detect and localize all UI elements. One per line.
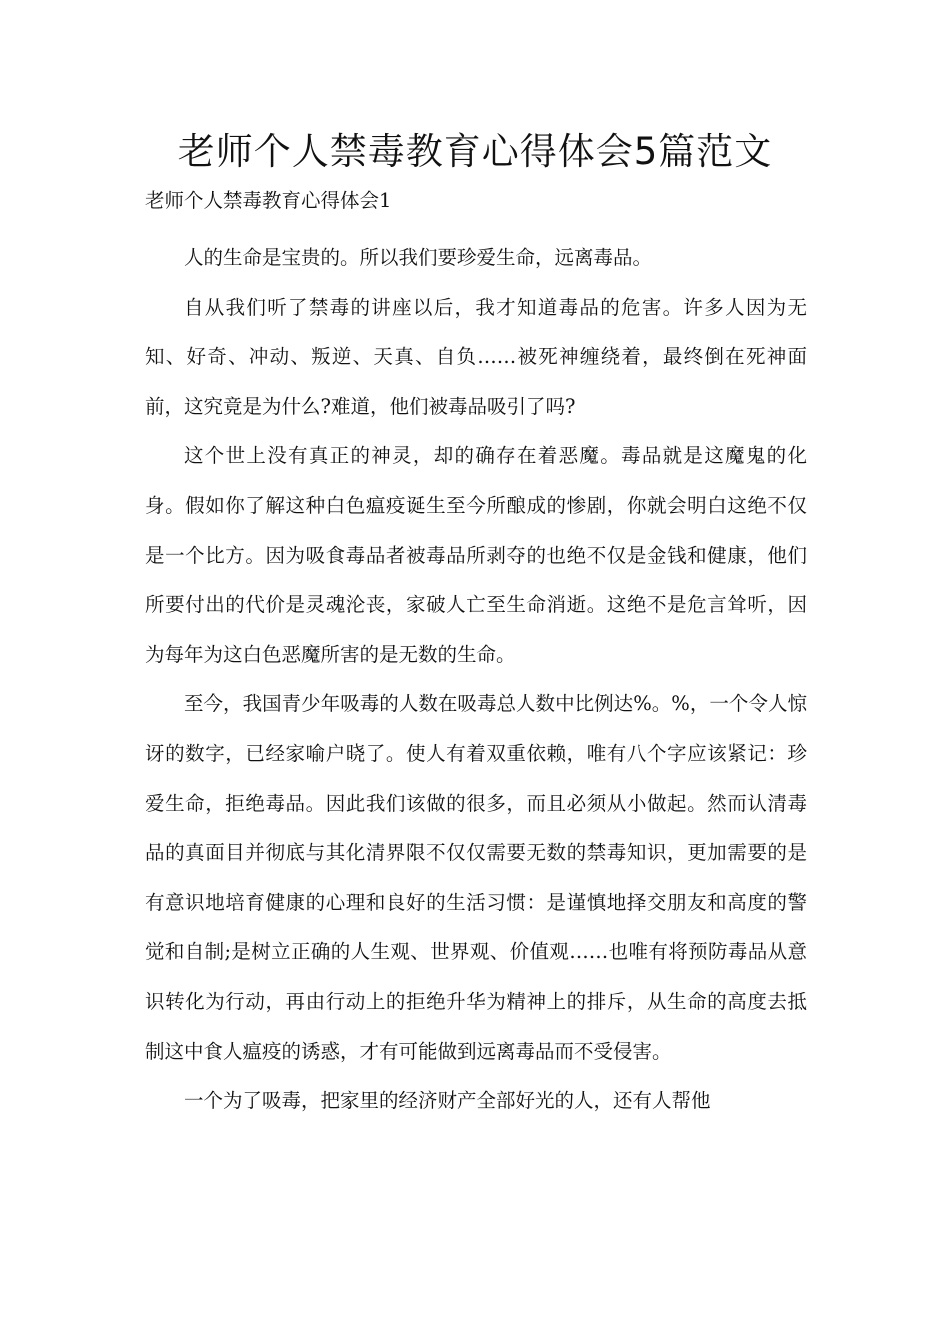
paragraph: 人的生命是宝贵的。所以我们要珍爱生命，远离毒品。 xyxy=(184,246,653,269)
paragraph: 自从我们听了禁毒的讲座以后，我才知道毒品的危害。许多人因为无知、好奇、冲动、叛逆、天真、自负……被死神缠绕着，最终倒在死神面前，这究竟是为什么?难道，他们被毒品吸引了吗? xyxy=(145,295,807,418)
document-body xyxy=(145,233,807,1126)
paragraph: 至今，我国青少年吸毒的人数在吸毒总人数中比例达%。%，一个令人惊讶的数字，已经家喻户晓了。使人有着双重依赖，唯有八个字应该紧记：珍爱生命，拒绝毒品。因此我们该做的很多，而且必须从小做起。然而认清毒品的真面目并彻底与其化清界限不仅仅需要无数的禁毒知识，更加需要的是有意识地培育健康的心理和良好的生活习惯：是谨慎地择交朋友和高度的警觉和自制;是树立正确的人生观、世界观、价值观……也唯有将预防毒品从意识转化为行动，再由行动上的拒绝升华为精神上的排斥，从生命的高度去抵制这中食人瘟疫的诱惑，才有可能做到远离毒品而不受侵害。 xyxy=(145,692,807,1063)
paragraph: 一个为了吸毒，把家里的经济财产全部好光的人，还有人帮他 xyxy=(184,1089,711,1113)
paragraph: 这个世上没有真正的神灵，却的确存在着恶魔。毒品就是这魔鬼的化身。假如你了解这种白色瘟疫诞生至今所酿成的惨剧，你就会明白这绝不仅是一个比方。因为吸食毒品者被毒品所剥夺的也绝不仅是金钱和健康，他们所要付出的代价是灵魂沦丧，家破人亡至生命消逝。这绝不是危言耸听，因为每年为这白色恶魔所害的是无数的生命。 xyxy=(145,444,807,666)
document-title: 老师个人禁毒教育心得体会5篇范文 xyxy=(177,130,773,173)
document-subtitle: 老师个人禁毒教育心得体会1 xyxy=(145,189,392,212)
